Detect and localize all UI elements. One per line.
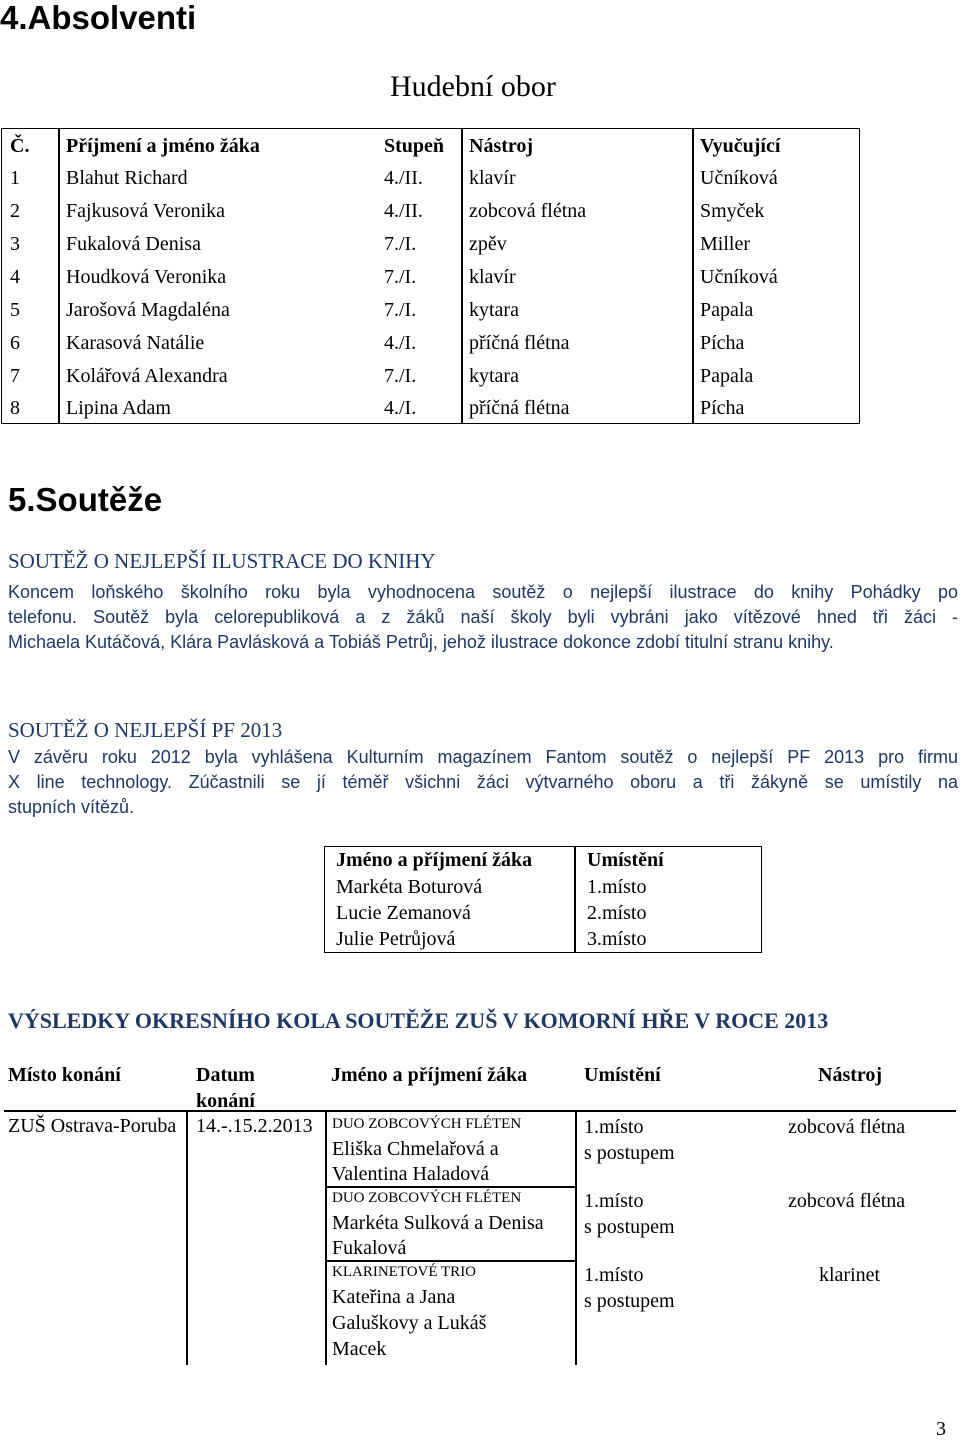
paragraph-line: X line technology. Zúčastnili se jí téměř všichni žáci výtvarného oboru a tři žákyně se umístily na — [8, 772, 958, 792]
student-names: Macek — [332, 1338, 387, 1360]
ensemble-name: DUO ZOBCOVÝCH FLÉTEN — [332, 1116, 522, 1132]
student-name: Karasová Natálie — [66, 332, 205, 354]
col-header-date: Datum — [196, 1064, 255, 1086]
chamber-results-table — [4, 1060, 956, 1365]
instrument: příčná flétna — [469, 397, 570, 419]
row-number: 7 — [10, 365, 20, 387]
col-header-rank: Umístění — [587, 849, 664, 871]
section-heading-absolventi: 4.Absolventi — [0, 0, 197, 36]
student-names: Valentina Haladová — [332, 1163, 490, 1185]
comp2-title: SOUTĚŽ O NEJLEPŠÍ PF 2013 — [8, 718, 283, 742]
table-divider — [325, 1110, 327, 1365]
teacher: Miller — [700, 233, 750, 255]
student-names: Galuškovy a Lukáš — [332, 1312, 487, 1334]
student-name: Jarošová Magdaléna — [66, 299, 230, 321]
paragraph-line: telefonu. Soutěž byla celorepubliková a z žáků naší školy byli vybráni jako vítězové hned tři žáci - — [8, 607, 958, 627]
comp2-paragraph — [8, 745, 958, 820]
rank-note: s postupem — [584, 1216, 675, 1238]
row-number: 2 — [10, 200, 20, 222]
paragraph-line: V závěru roku 2012 byla vyhlášena Kulturním magazínem Fantom soutěž o nejlepší PF 2013 pro firmu — [8, 747, 958, 767]
student-name: Kolářová Alexandra — [66, 365, 228, 387]
instrument: klavír — [469, 266, 516, 288]
student-names: Kateřina a Jana — [332, 1286, 456, 1308]
teacher: Učníková — [700, 266, 778, 288]
teacher: Smyček — [700, 200, 765, 222]
row-number: 3 — [10, 233, 20, 255]
col-header-name: Příjmení a jméno žáka — [66, 135, 260, 157]
rank-note: s postupem — [584, 1290, 675, 1312]
subtitle-hudebni-obor: Hudební obor — [390, 70, 556, 103]
comp3-title: VÝSLEDKY OKRESNÍHO KOLA SOUTĚŽE ZUŠ V KOMORNÍ HŘE V ROCE 2013 — [8, 1008, 829, 1033]
instrument: zobcová flétna — [469, 200, 587, 222]
comp1-paragraph — [8, 580, 958, 655]
student-name: Blahut Richard — [66, 167, 188, 189]
rank: 3.místo — [587, 928, 647, 950]
col-header-grade: Stupeň — [384, 135, 445, 157]
student-names: Markéta Sulková a Denisa — [332, 1212, 544, 1234]
teacher: Papala — [700, 299, 754, 321]
col-header-teacher: Vyučující — [700, 135, 781, 157]
grade: 4./I. — [384, 332, 417, 354]
grade: 4./II. — [384, 167, 423, 189]
student-names: Eliška Chmelařová a — [332, 1138, 499, 1160]
section-heading-soutoze: 5.Soutěže — [8, 481, 163, 518]
instrument: kytara — [469, 299, 519, 321]
table-divider — [58, 129, 60, 423]
table-divider — [692, 129, 694, 423]
page-number: 3 — [936, 1418, 946, 1440]
student-name: Houdková Veronika — [66, 266, 227, 288]
col-header-number: Č. — [10, 135, 30, 157]
table-divider — [4, 1110, 956, 1112]
rank: 1.místo — [584, 1190, 644, 1212]
rank: 1.místo — [584, 1264, 644, 1286]
grade: 4./I. — [384, 397, 417, 419]
paragraph-line: Michaela Kutáčová, Klára Pavlásková a Tobiáš Petrůj, jehož ilustrace dokonce zdobí titulní stranu knihy. — [8, 632, 834, 652]
ensemble-name: KLARINETOVÉ TRIO — [332, 1264, 477, 1280]
rank: 1.místo — [584, 1116, 644, 1138]
student-name: Markéta Boturová — [336, 876, 483, 898]
student-name: Lucie Zemanová — [336, 902, 471, 924]
teacher: Učníková — [700, 167, 778, 189]
col-header-rank: Umístění — [584, 1064, 661, 1086]
rank: 2.místo — [587, 902, 647, 924]
row-number: 1 — [10, 167, 20, 189]
teacher: Pícha — [700, 332, 745, 354]
student-name: Fukalová Denisa — [66, 233, 201, 255]
col-header-place: Místo konání — [8, 1064, 121, 1086]
grade: 7./I. — [384, 233, 417, 255]
row-number: 6 — [10, 332, 20, 354]
grade: 4./II. — [384, 200, 423, 222]
venue: ZUŠ Ostrava-Poruba — [8, 1115, 177, 1137]
instrument: kytara — [469, 365, 519, 387]
instrument: příčná flétna — [469, 332, 570, 354]
grade: 7./I. — [384, 266, 417, 288]
comp1-title: SOUTĚŽ O NEJLEPŠÍ ILUSTRACE DO KNIHY — [8, 549, 436, 573]
rank-note: s postupem — [584, 1142, 675, 1164]
grade: 7./I. — [384, 365, 417, 387]
col-header-name: Jméno a příjmení žáka — [336, 849, 533, 871]
table-divider — [186, 1110, 188, 1365]
instrument: zobcová flétna — [788, 1116, 906, 1138]
table-divider — [575, 1110, 577, 1365]
instrument: klavír — [469, 167, 516, 189]
student-name: Lipina Adam — [66, 397, 171, 419]
row-number: 4 — [10, 266, 20, 288]
col-header-instrument: Nástroj — [469, 135, 534, 157]
table-divider — [461, 129, 463, 423]
ensemble-name: DUO ZOBCOVÝCH FLÉTEN — [332, 1190, 522, 1206]
paragraph-line: stupních vítězů. — [8, 797, 135, 817]
col-header-instrument: Nástroj — [818, 1064, 883, 1086]
col-header-date-cont: konání — [196, 1090, 255, 1112]
table-divider — [574, 847, 576, 952]
student-names: Fukalová — [332, 1237, 407, 1259]
graduates-table — [1, 128, 860, 424]
paragraph-line: Koncem loňského školního roku byla vyhodnocena soutěž o nejlepší ilustrace do knihy Pohádky po — [8, 582, 958, 602]
instrument: zpěv — [469, 233, 507, 255]
teacher: Pícha — [700, 397, 745, 419]
rank: 1.místo — [587, 876, 647, 898]
col-header-name: Jméno a příjmení žáka — [331, 1064, 528, 1086]
pf-results-table — [324, 846, 762, 953]
instrument: zobcová flétna — [788, 1190, 906, 1212]
teacher: Papala — [700, 365, 754, 387]
grade: 7./I. — [384, 299, 417, 321]
row-number: 5 — [10, 299, 20, 321]
student-name: Fajkusová Veronika — [66, 200, 226, 222]
date: 14.-.15.2.2013 — [196, 1115, 313, 1137]
instrument: klarinet — [819, 1264, 881, 1286]
student-name: Julie Petrůjová — [336, 928, 456, 950]
row-number: 8 — [10, 397, 20, 419]
